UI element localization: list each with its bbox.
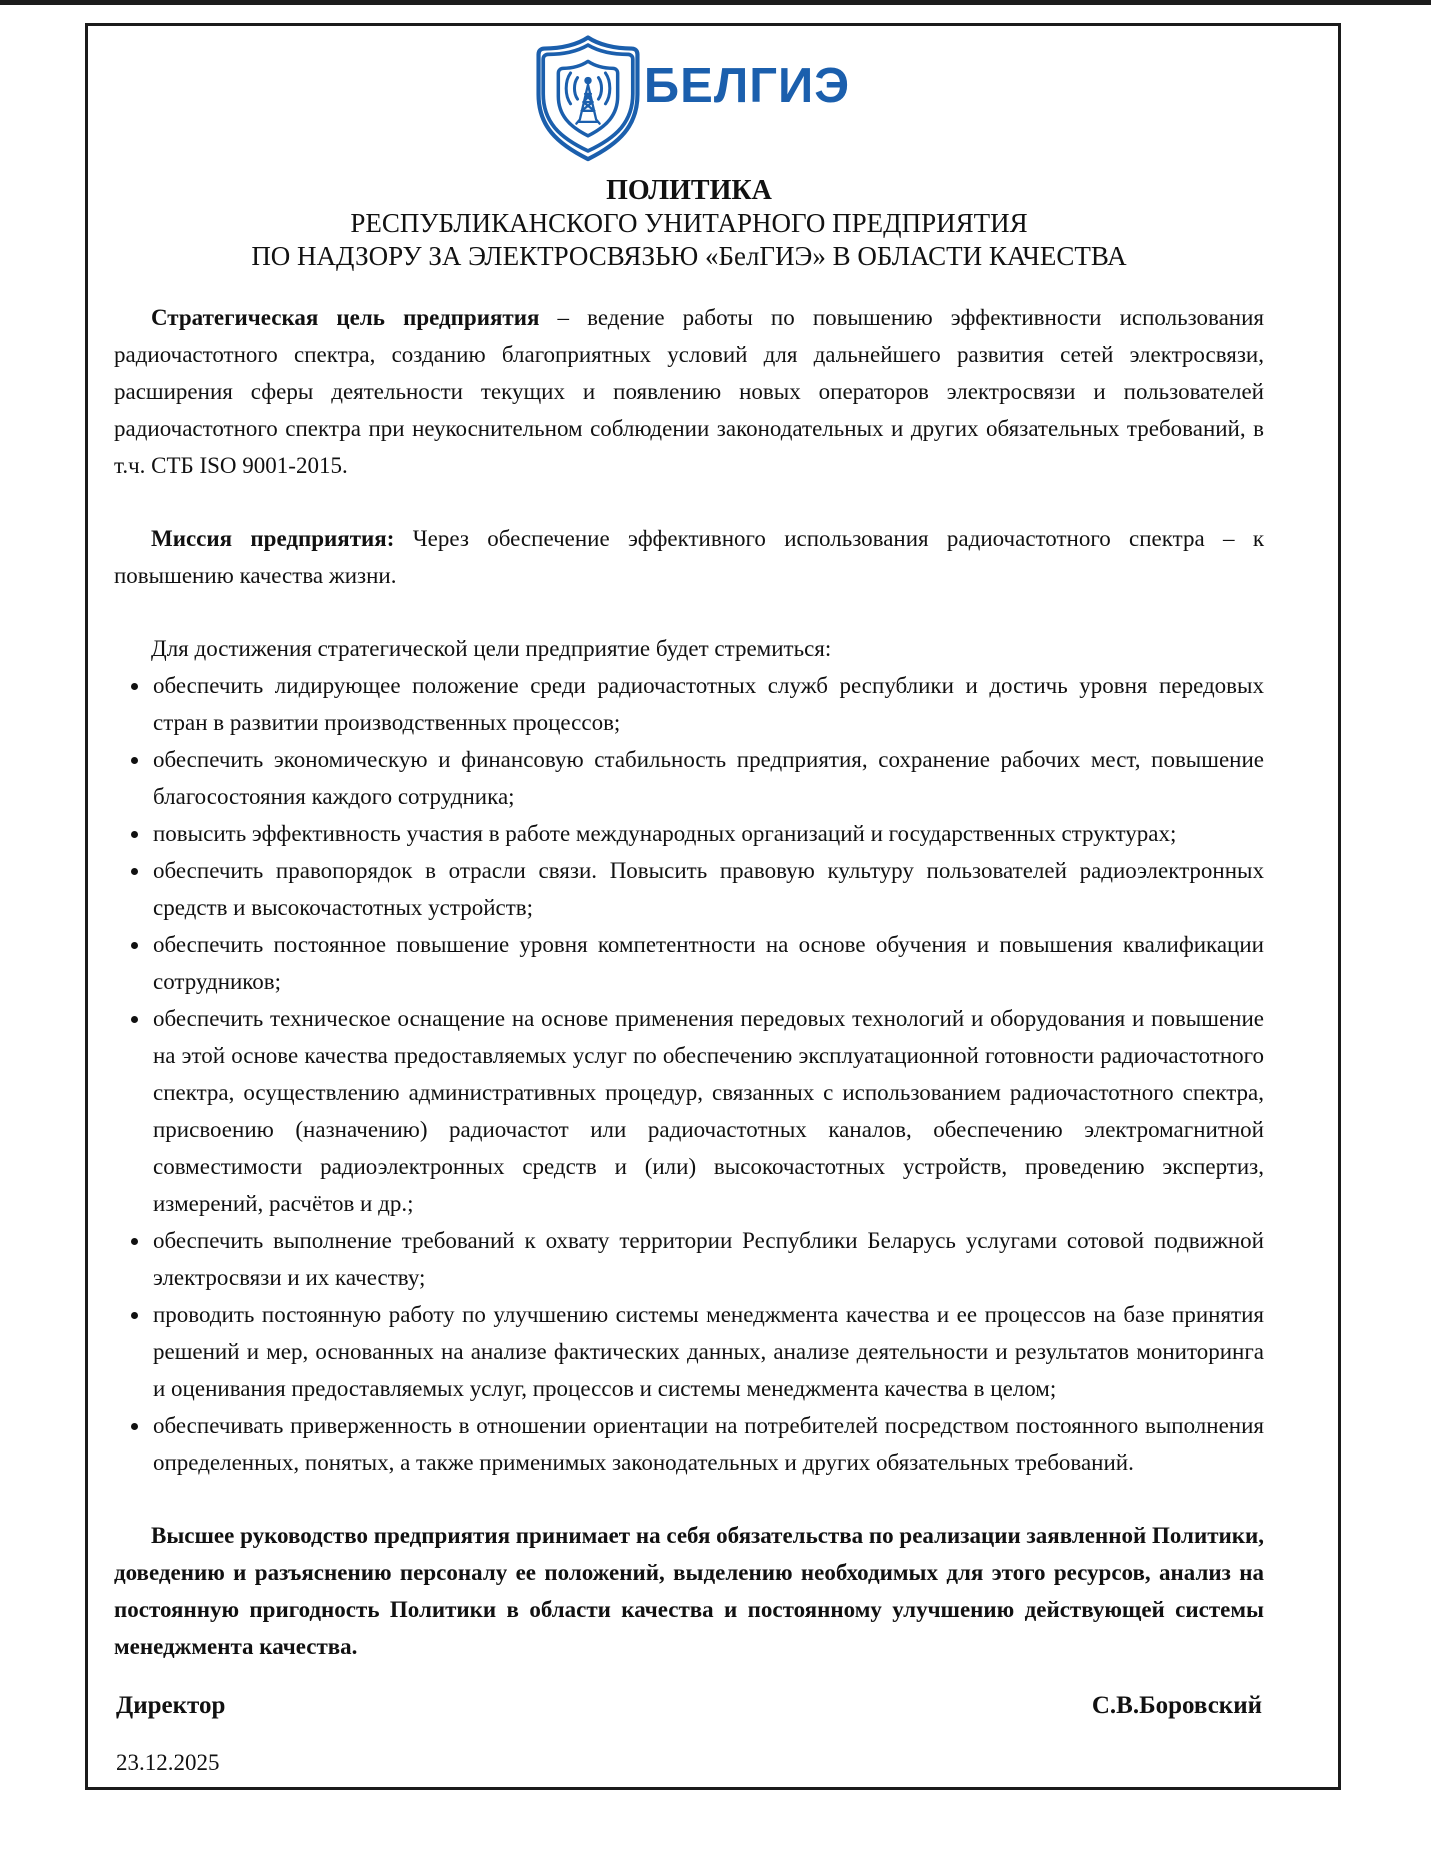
goal-item: • повысить эффективность участия в работе международных организаций и государственных структурах;	[151, 815, 1264, 852]
document-page	[85, 23, 1341, 1790]
mission-paragraph	[114, 520, 1264, 594]
goal-item: • обеспечить лидирующее положение среди радиочастотных служб республики и достичь уровня передовых стран в развитии производственных процессов;	[151, 667, 1264, 741]
goals-intro: Для достижения стратегической цели предприятие будет стремиться:	[151, 636, 832, 661]
signature-row	[116, 1692, 1262, 1720]
strategic-goal-paragraph	[114, 299, 1264, 484]
document-subtitle-2: ПО НАДЗОРУ ЗА ЭЛЕКТРОСВЯЗЬЮ «БелГИЭ» В ОБЛАСТИ КАЧЕСТВА	[251, 241, 1127, 271]
document-subtitle-1: РЕСПУБЛИКАНСКОГО УНИТАРНОГО ПРЕДПРИЯТИЯ	[350, 208, 1028, 238]
goal-item: • обеспечить выполнение требований к охвату территории Республики Беларусь услугами сотовой подвижной электросвязи и их качеству;	[151, 1222, 1264, 1296]
shield-antenna-icon	[528, 34, 648, 162]
strategic-goal-text: – ведение работы по повышению эффективности использования радиочастотного спектра, созданию благоприятных условий для дальнейшего развития сетей электросвязи, расширения сферы деятельности текущих и появлению новых операторов электросвязи и пользователей радиочастотного спектра при неукоснительном соблюдении законодательных и других обязательных требований, в т.ч. СТБ ISO 9001-2015.	[114, 305, 1264, 478]
commitment-paragraph: Высшее руководство предприятия принимает на себя обязательства по реализации заявленной Политики, доведению и разъяснению персоналу ее положений, выделению необходимых для этого ресурсов, анализ на постоянную пригодность Политики в области качества и постоянному улучшению действующей системы менеджмента качества.	[114, 1523, 1265, 1659]
mission-text: Через обеспечение эффективного использования радиочастотного спектра – к повышению качества жизни.	[114, 526, 1264, 588]
goal-item: • обеспечить экономическую и финансовую стабильность предприятия, сохранение рабочих мест, повышение благосостояния каждого сотрудника;	[151, 741, 1264, 815]
director-label: Директор	[116, 1692, 226, 1719]
strategic-goal-lead: Стратегическая цель предприятия	[151, 305, 540, 330]
goal-item: • обеспечить правопорядок в отрасли связи. Повысить правовую культуру пользователей радиоэлектронных средств и высокочастотных устройств;	[151, 852, 1264, 926]
mission-lead: Миссия предприятия:	[151, 526, 395, 551]
top-border-line	[0, 0, 1431, 5]
goals-list	[114, 667, 1264, 1481]
document-date: 23.12.2025	[116, 1750, 220, 1775]
goal-item: • обеспечить техническое оснащение на основе применения передовых технологий и оборудования и повышение на этой основе качества предоставляемых услуг по обеспечению эксплуатационной готовности радиочастотного спектра, осуществлению административных процедур, связанных с использованием радиочастотного спектра, присвоению (назначению) радиочастот или радиочастотных каналов, обеспечению электромагнитной совместимости радиоэлектронных средств и (или) высокочастотных устройств, проведению экспертиз, измерений, расчётов и др.;	[151, 1000, 1264, 1222]
director-name: С.В.Боровский	[1091, 1692, 1262, 1719]
document-title-block	[114, 174, 1264, 273]
logo-text: БЕЛГИЭ	[643, 59, 851, 113]
goal-item: • обеспечить постоянное повышение уровня компетентности на основе обучения и повышения квалификации сотрудников;	[151, 926, 1264, 1000]
goal-item: • обеспечивать приверженность в отношении ориентации на потребителей посредством постоянного выполнения определенных, понятых, а также применимых законодательных и других обязательных требований.	[151, 1407, 1264, 1481]
document-title: ПОЛИТИКА	[606, 175, 772, 206]
company-logo	[114, 34, 1264, 162]
goal-item: • проводить постоянную работу по улучшению системы менеджмента качества и ее процессов на базе принятия решений и мер, основанных на анализе фактических данных, анализе деятельности и результатов мониторинга и оценивания предоставляемых услуг, процессов и системы менеджмента качества в целом;	[151, 1296, 1264, 1407]
